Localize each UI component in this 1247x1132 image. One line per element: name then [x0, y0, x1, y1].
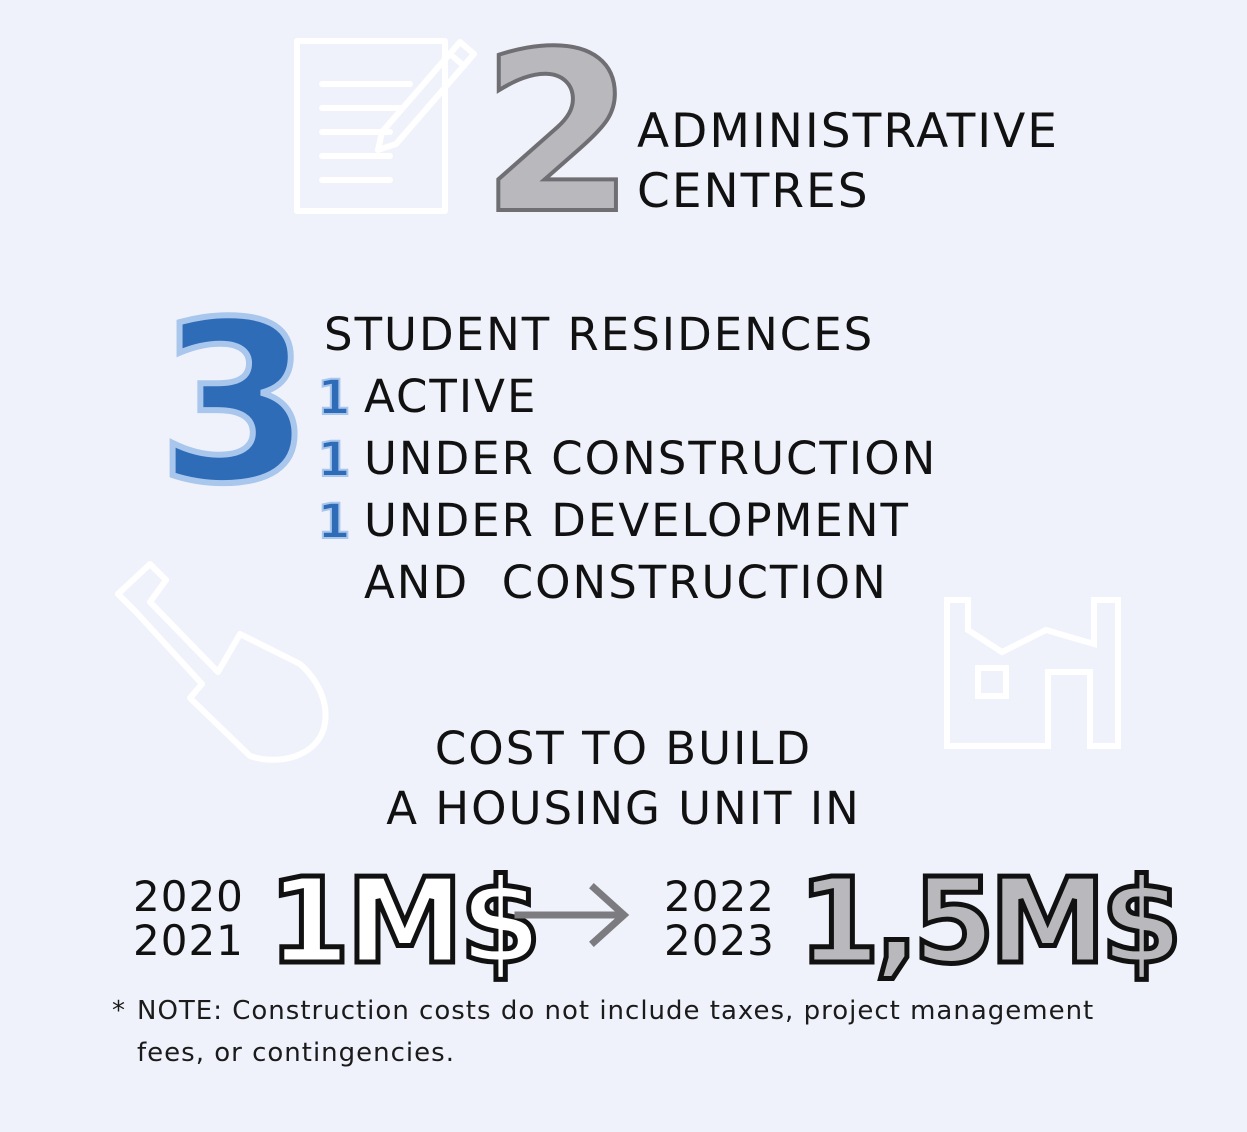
cost-before-year2: 2021 [133, 916, 244, 965]
cost-after-year1: 2022 [664, 872, 775, 921]
residence-label-under-construction: UNDER CONSTRUCTION [364, 432, 938, 485]
svg-text:2: 2 [480, 5, 636, 263]
cost-before-amount [266, 852, 538, 990]
svg-text:1: 1 [317, 432, 351, 488]
residence-label-under-development: UNDER DEVELOPMENT [364, 494, 910, 547]
svg-text:1,5M$: 1,5M$ [798, 852, 1177, 990]
arrow-right-icon [512, 880, 636, 950]
svg-text:3: 3 [157, 275, 313, 533]
cost-before-year1: 2020 [133, 872, 244, 921]
residence-count-under-development [317, 494, 352, 550]
residence-label-active: ACTIVE [364, 370, 538, 423]
admin-centres-number [480, 5, 636, 263]
residence-count-active [317, 370, 352, 426]
cost-after-amount [796, 852, 1177, 990]
note-star: * [112, 996, 126, 1026]
svg-text:1: 1 [317, 370, 351, 426]
cost-after-year2: 2023 [664, 916, 775, 965]
student-residences-number [157, 275, 315, 533]
document-pen-icon [290, 24, 490, 220]
admin-centres-line1: ADMINISTRATIVE [637, 104, 1059, 159]
note-line2: fees, or contingencies. [137, 1038, 455, 1068]
svg-text:1: 1 [317, 494, 351, 550]
cost-heading-line2: A HOUSING UNIT IN [386, 782, 861, 835]
student-residences-title: STUDENT RESIDENCES [324, 308, 875, 361]
svg-text:1M$: 1M$ [268, 852, 538, 990]
admin-centres-line2: CENTRES [637, 164, 870, 219]
residence-label-under-development-line2: AND CONSTRUCTION [364, 556, 888, 609]
note-line1: NOTE: Construction costs do not include taxes, project management [137, 996, 1095, 1026]
residence-count-under-construction [317, 432, 352, 488]
cost-heading-line1: COST TO BUILD [434, 722, 813, 775]
